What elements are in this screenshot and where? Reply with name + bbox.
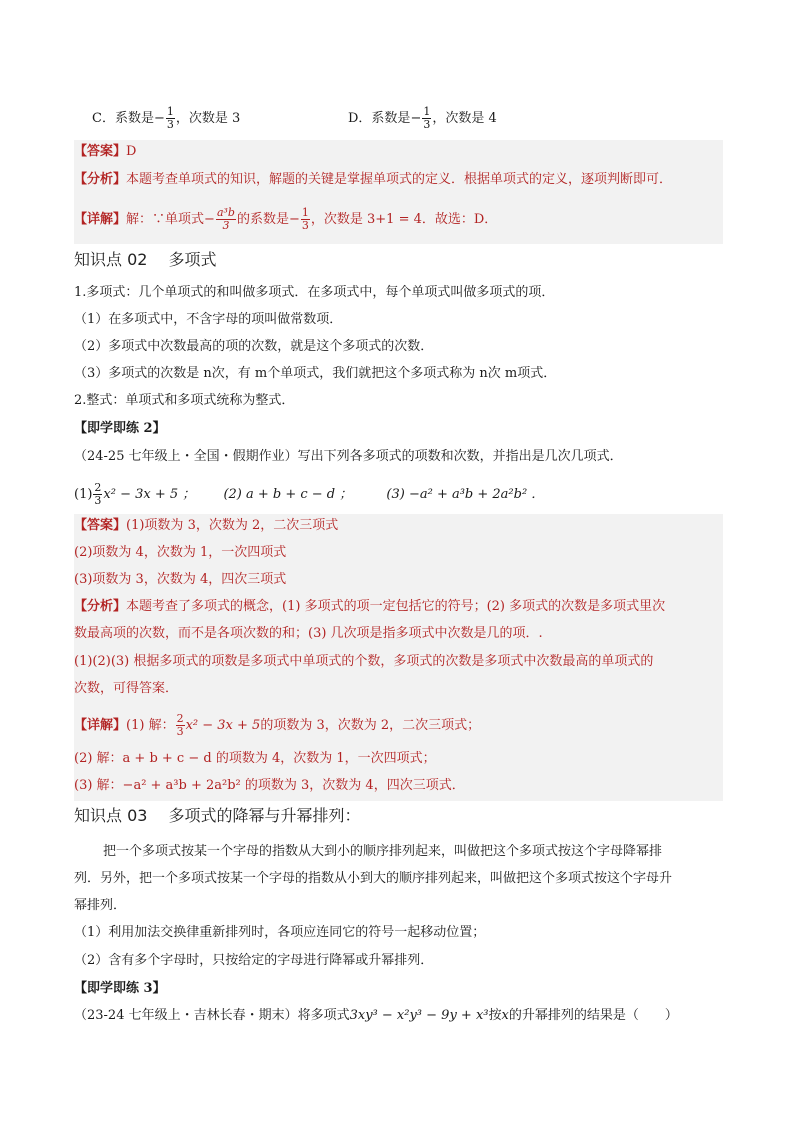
detail-1-num: 2 xyxy=(176,712,184,725)
option-d-label: D．系数是 xyxy=(348,111,411,126)
kp2-p5: 2.整式：单项式和多项式统称为整式． xyxy=(74,393,295,408)
option-d-den: 3 xyxy=(423,118,431,131)
option-c-num: 1 xyxy=(166,105,174,118)
analysis-line-1: 本题考查了多项式的概念，(1) 多项式的项一定包括它的符号；(2) 多项式的次数是多项式里次 xyxy=(126,599,666,614)
option-d-rest: ，次数是 4 xyxy=(432,111,497,126)
option-c-fraction xyxy=(166,106,175,131)
q1-answer xyxy=(74,142,136,162)
analysis-text: 本题考查单项式的知识，解题的关键是掌握单项式的定义．根据单项式的定义，逐项判断即可． xyxy=(126,172,673,187)
kp2-p3: （2）多项式中次数最高的项的次数，就是这个多项式的次数． xyxy=(74,339,434,354)
detail-tag: 【详解】 xyxy=(74,718,127,733)
option-c-label: C．系数是 xyxy=(92,111,154,126)
detail-coef-den: 3 xyxy=(301,219,309,232)
drill-3-q-c: 的升幂排列的结果是（ ） xyxy=(508,1008,678,1023)
detail-coef-fraction xyxy=(301,207,310,232)
option-c xyxy=(92,106,240,131)
q2-detail-3: (3) 解：−a² + a³b + 2a²b² 的项数为 3，次数为 4，四次三项式． xyxy=(74,778,465,793)
kp3-title: 知识点 03 多项式的降幂与升幂排列： xyxy=(74,806,361,825)
detail-1-den: 3 xyxy=(176,725,184,738)
option-c-minus: − xyxy=(153,111,165,126)
detail-expr-den: 3 xyxy=(222,219,230,232)
drill-3-q-b: 按 xyxy=(488,1008,502,1023)
drill-3-q-var: x xyxy=(501,1008,509,1023)
detail-text-a: 解：∵单项式 xyxy=(126,212,205,227)
detail-1-fraction xyxy=(176,713,185,738)
answer-tag: 【答案】 xyxy=(74,518,127,533)
item1-expr: x² − 3x + 5 ； xyxy=(103,487,196,502)
kp2-title: 知识点 02 多项式 xyxy=(74,250,217,269)
drill-3-q-expr: 3xy³ − x²y³ − 9y + x³ xyxy=(349,1008,489,1023)
q2-answer-3: (3)项数为 3，次数为 4，四次三项式 xyxy=(74,572,287,587)
option-d xyxy=(348,106,497,131)
item1-label: (1) xyxy=(74,487,93,502)
item1-num: 2 xyxy=(94,481,102,494)
kp3-p4: （1）利用加法交换律重新排列时，各项应连同它的符号一起移动位置； xyxy=(74,925,486,940)
q1-analysis xyxy=(74,170,672,190)
q2-detail-1 xyxy=(74,713,480,738)
drill-2-items xyxy=(74,482,544,507)
detail-text-b: 的系数是 xyxy=(236,212,289,227)
kp3-p2: 列．另外，把一个多项式按某一个字母的指数从小到大的顺序排列起来，叫做把这个多项式按这个字母升 xyxy=(74,871,673,886)
kp2-p1: 1.多项式：几个单项式的和叫做多项式．在多项式中，每个单项式叫做多项式的项． xyxy=(74,285,555,300)
detail-1-a: (1) 解： xyxy=(126,718,175,733)
detail-text-c: ，次数是 3+1 = 4．故选：D． xyxy=(310,212,498,227)
q2-detail-2: (2) 解：a + b + c − d 的项数为 4，次数为 1，一次四项式； xyxy=(74,751,436,766)
option-c-rest: ，次数是 3 xyxy=(175,111,241,126)
detail-expr-num: a³b xyxy=(216,206,235,219)
drill-3-question xyxy=(74,1006,678,1026)
item3-expr: (3) −a² + a³b + 2a²b² ． xyxy=(386,487,545,502)
item1-den: 3 xyxy=(94,494,102,507)
detail-1-c: 的项数为 3，次数为 2，二次三项式； xyxy=(260,718,481,733)
answer-line-1: (1)项数为 3，次数为 2，二次三项式 xyxy=(126,518,339,533)
option-c-den: 3 xyxy=(166,118,174,131)
kp3-p1: 把一个多项式按某一个字母的指数从大到小的顺序排列起来，叫做把这个多项式按这个字母降幂排 xyxy=(90,844,663,859)
q2-answer-1 xyxy=(74,516,338,536)
kp3-p5: （2）含有多个字母时，只按给定的字母进行降幂或升幂排列． xyxy=(74,953,434,968)
answer-tag: 【答案】 xyxy=(74,144,127,159)
q2-answer-2: (2)项数为 4，次数为 1，一次四项式 xyxy=(74,545,287,560)
detail-expr-fraction xyxy=(216,207,236,232)
detail-1-expr: x² − 3x + 5 xyxy=(185,718,261,733)
q2-analysis-4: 次数，可得答案． xyxy=(74,681,179,696)
q1-detail: 【详解】解：∵单项式− $\frac{\text{a³b}}{3}$ 的系数是− $\frac{1}{3}$ ，次数是 3+1 = 4．故选：D． xyxy=(74,206,498,232)
detail-coef-num: 1 xyxy=(301,206,309,219)
q2-analysis-1 xyxy=(74,597,665,617)
kp3-p3: 幂排列． xyxy=(74,898,127,913)
option-d-minus: − xyxy=(410,111,422,126)
q2-analysis-3: (1)(2)(3) 根据多项式的项数是多项式中单项式的个数，多项式的次数是多项式中次数最高的单项式的 xyxy=(74,654,654,669)
option-d-fraction xyxy=(422,106,431,131)
drill-3-title: 【即学即练 3】 xyxy=(74,981,166,996)
drill-2-title: 【即学即练 2】 xyxy=(74,421,166,436)
option-d-num: 1 xyxy=(423,105,431,118)
item1-fraction xyxy=(93,482,102,507)
analysis-tag: 【分析】 xyxy=(74,172,127,187)
detail-tag: 【详解】 xyxy=(74,212,127,227)
drill-3-q-a: （23-24 七年级上・吉林长春・期末）将多项式 xyxy=(74,1008,350,1023)
kp2-p4: （3）多项式的次数是 n次，有 m个单项式，我们就把这个多项式称为 n次 m项式． xyxy=(74,366,557,381)
item2-expr: (2) a + b + c − d ； xyxy=(223,487,353,502)
answer-value: D xyxy=(126,144,137,159)
drill-2-question: （24-25 七年级上・全国・假期作业）写出下列各多项式的项数和次数，并指出是几次几项式． xyxy=(74,449,623,464)
kp2-p2: （1）在多项式中，不含字母的项叫做常数项． xyxy=(74,312,343,327)
analysis-tag: 【分析】 xyxy=(74,599,127,614)
q2-analysis-2: 数最高项的次数，而不是各项次数的和；(3) 几次项是指多项式中次数是几的项．. xyxy=(74,626,543,641)
